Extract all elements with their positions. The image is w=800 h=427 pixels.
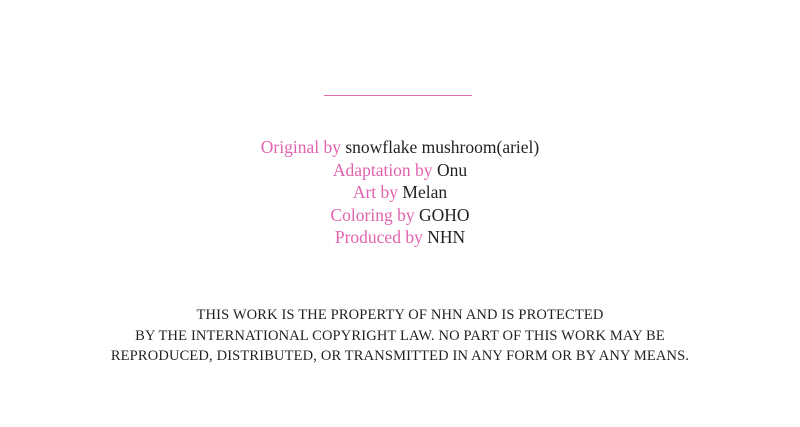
credit-role: Produced by [334,227,423,247]
credit-name: snowflake mushroom(ariel) [345,137,540,157]
credit-name: NHN [427,227,466,247]
credit-line [0,204,800,227]
copyright-notice [0,305,800,367]
credit-role: Original by [260,137,341,157]
copyright-line: THIS WORK IS THE PROPERTY OF NHN AND IS PROTECTED [196,307,604,323]
credit-line [0,159,800,182]
credit-name: Onu [436,159,468,180]
credits-block [0,136,800,249]
credit-name: GOHO [418,204,470,225]
copyright-line: REPRODUCED, DISTRIBUTED, OR TRANSMITTED IN ANY FORM OR BY ANY MEANS. [110,348,690,364]
credit-line [0,136,800,159]
credit-line [0,181,800,204]
credit-role: Adaptation by [332,159,433,180]
credit-role: Coloring by [330,204,415,225]
credit-name: Melan [402,182,448,202]
credit-role: Art by [352,182,399,202]
copyright-line: BY THE INTERNATIONAL COPYRIGHT LAW. NO PART OF THIS WORK MAY BE [135,327,665,344]
credit-line [0,226,800,249]
decorative-divider [324,95,472,96]
